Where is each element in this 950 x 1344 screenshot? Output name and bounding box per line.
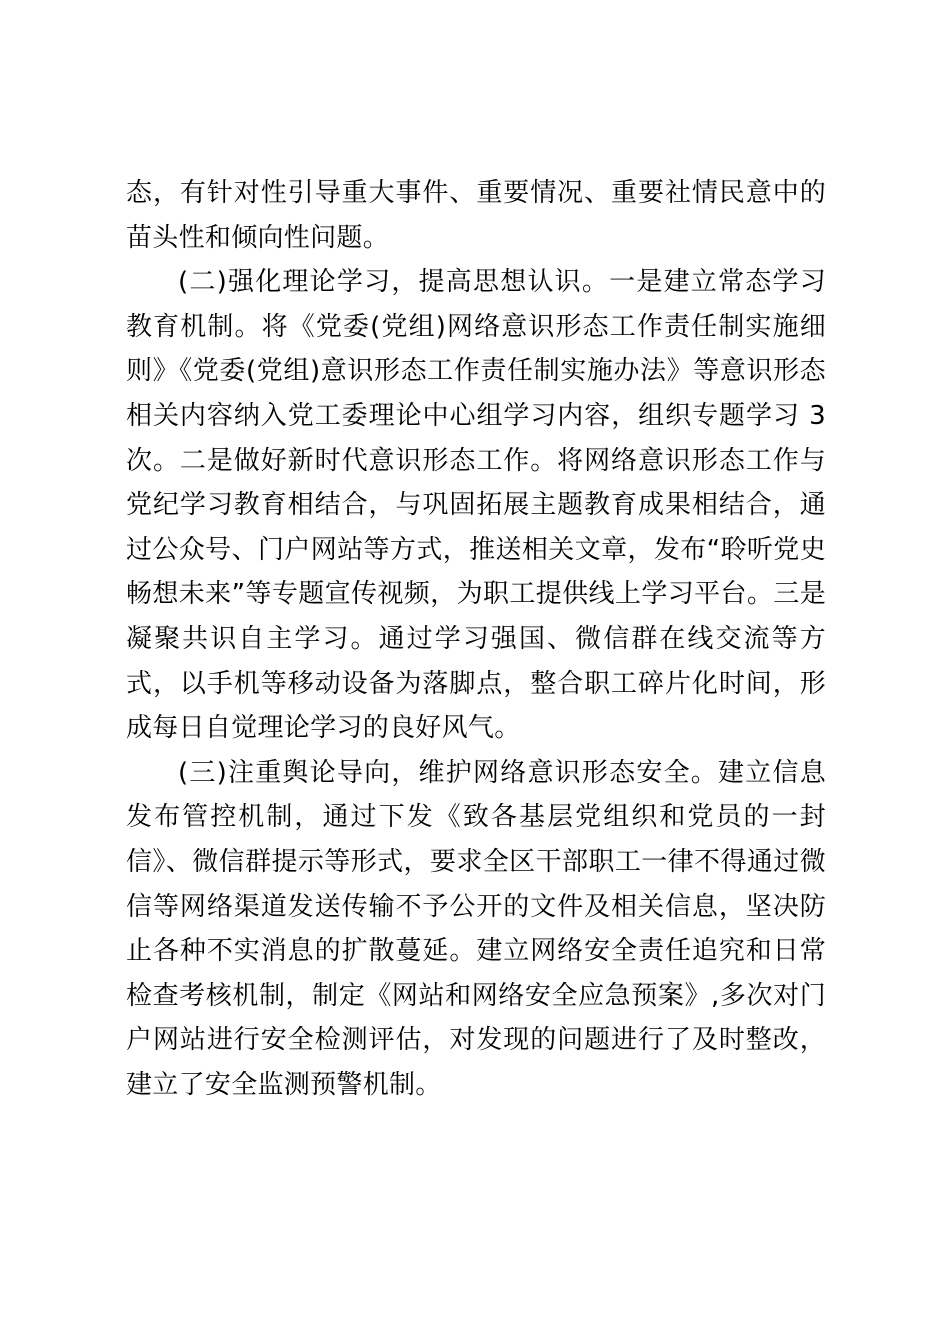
paragraph-section-3: (三)注重舆论导向，维护网络意识形态安全。建立信息发布管控机制，通过下发《致各基层党组织和党员的一封信》、微信群提示等形式，要求全区干部职工一律不得通过微信等网络渠道发送传输不予公开的文件及相关信息，坚决防止各种不实消息的扩散蔓延。建立网络安全责任追究和日常检查考核机制，制定《网站和网络安全应急预案》,多次对门户网站进行安全检测评估，对发现的问题进行了及时整改，建立了安全监测预警机制。 — [126, 757, 826, 1100]
paragraph-continuation: 态，有针对性引导重大事件、重要情况、重要社情民意中的苗头性和倾向性问题。 — [126, 178, 826, 253]
paragraph-section-2: (二)强化理论学习，提高思想认识。一是建立常态学习教育机制。将《党委(党组)网络意识形态工作责任制实施细则》《党委(党组)意识形态工作责任制实施办法》等意识形态相关内容纳入党工委理论中心组学习内容，组织专题学习 3 次。二是做好新时代意识形态工作。将网络意识形态工作与党纪学习教育相结合，与巩固拓展主题教育成果相结合，通过公众号、门户网站等方式，推送相关文章，发布“聆听党史畅想未来”等专题宣传视频，为职工提供线上学习平台。三是凝聚共识自主学习。通过学习强国、微信群在线交流等方式，以手机等移动设备为落脚点，整合职工碎片化时间，形成每日自觉理论学习的良好风气。 — [126, 267, 826, 744]
document-body — [126, 171, 826, 1107]
